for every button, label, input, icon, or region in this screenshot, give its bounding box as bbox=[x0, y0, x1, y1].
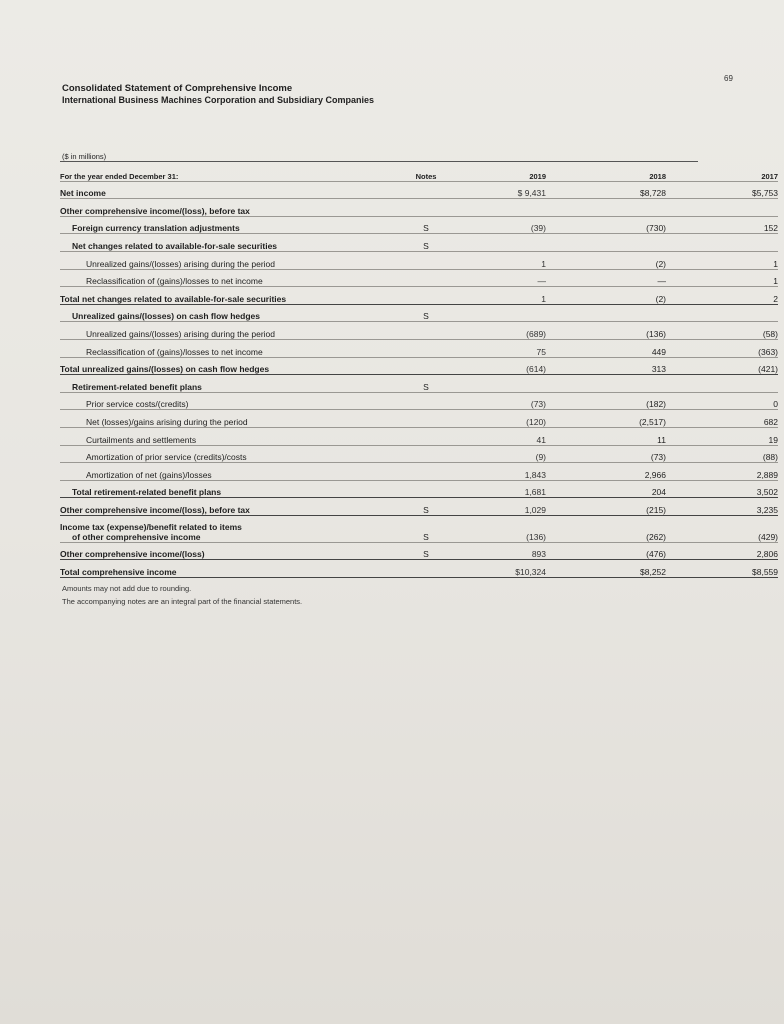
footnote-rounding: Amounts may not add due to rounding. bbox=[62, 584, 192, 593]
row-notes: S bbox=[410, 515, 442, 542]
value-2019: (136) bbox=[482, 515, 554, 542]
row-label: Total net changes related to available-for-sale securities bbox=[60, 287, 410, 305]
value-2017: 2,889 bbox=[706, 463, 778, 481]
row-notes: S bbox=[410, 498, 442, 516]
value-2019: 893 bbox=[482, 542, 554, 560]
value-2019: 1,681 bbox=[482, 480, 554, 498]
value-2017: $5,753 bbox=[706, 181, 778, 199]
row-label: Unrealized gains/(losses) on cash flow hedges bbox=[60, 304, 410, 322]
row-notes bbox=[410, 463, 442, 481]
row-label-line-2: of other comprehensive income bbox=[72, 531, 201, 542]
row-label: Net changes related to available-for-sale securities bbox=[60, 234, 410, 252]
table-row-amortization-prior-service bbox=[60, 445, 778, 463]
value-2017: (429) bbox=[706, 515, 778, 542]
value-2017: 2 bbox=[706, 287, 778, 305]
value-2019: (120) bbox=[482, 410, 554, 428]
row-label: Retirement-related benefit plans bbox=[60, 375, 410, 393]
table-header-row bbox=[60, 164, 778, 181]
row-label: Total retirement-related benefit plans bbox=[60, 480, 410, 498]
table-top-rule bbox=[60, 161, 698, 162]
value-2019: (39) bbox=[482, 216, 554, 234]
footnote-integral-part: The accompanying notes are an integral part of the financial statements. bbox=[62, 597, 303, 606]
value-2017: 2,806 bbox=[706, 542, 778, 560]
header-notes: Notes bbox=[410, 164, 442, 181]
value-2017: 3,235 bbox=[706, 498, 778, 516]
header-2017: 2017 bbox=[706, 164, 778, 181]
value-2017: 19 bbox=[706, 427, 778, 445]
row-notes: S bbox=[410, 216, 442, 234]
comprehensive-income-table bbox=[60, 164, 778, 578]
row-notes bbox=[410, 410, 442, 428]
value-2018: (476) bbox=[594, 542, 666, 560]
value-2017: 152 bbox=[706, 216, 778, 234]
table-row-afs-total bbox=[60, 287, 778, 305]
value-2018: 11 bbox=[594, 427, 666, 445]
table-row-afs-reclassification bbox=[60, 269, 778, 287]
row-notes bbox=[410, 427, 442, 445]
value-2017: (421) bbox=[706, 357, 778, 375]
row-label: Unrealized gains/(losses) arising during the period bbox=[60, 251, 410, 269]
row-label: Other comprehensive income/(loss), before tax bbox=[60, 498, 410, 516]
value-2017: 0 bbox=[706, 392, 778, 410]
row-notes bbox=[410, 251, 442, 269]
row-label: Total unrealized gains/(losses) on cash flow hedges bbox=[60, 357, 410, 375]
value-2018: — bbox=[594, 269, 666, 287]
value-2018: $8,728 bbox=[594, 181, 666, 199]
table-row-net-losses-gains bbox=[60, 410, 778, 428]
value-2018 bbox=[594, 375, 666, 393]
row-label: Unrealized gains/(losses) arising during the period bbox=[60, 322, 410, 340]
value-2018: (136) bbox=[594, 322, 666, 340]
row-label: Net (losses)/gains arising during the period bbox=[60, 410, 410, 428]
value-2019: 75 bbox=[482, 339, 554, 357]
value-2017: $8,559 bbox=[706, 560, 778, 578]
table-row-prior-service-costs bbox=[60, 392, 778, 410]
table-row-cfh-reclassification bbox=[60, 339, 778, 357]
value-2018: 313 bbox=[594, 357, 666, 375]
value-2018: (182) bbox=[594, 392, 666, 410]
table-row-afs-unrealized bbox=[60, 251, 778, 269]
value-2017: (58) bbox=[706, 322, 778, 340]
value-2017 bbox=[706, 199, 778, 217]
table-row-total-comprehensive-income bbox=[60, 560, 778, 578]
value-2017 bbox=[706, 304, 778, 322]
row-notes bbox=[410, 392, 442, 410]
row-label: Other comprehensive income/(loss), before tax bbox=[60, 199, 410, 217]
value-2019: 1 bbox=[482, 251, 554, 269]
value-2019: (614) bbox=[482, 357, 554, 375]
table-row-retirement-heading bbox=[60, 375, 778, 393]
row-notes bbox=[410, 357, 442, 375]
value-2018 bbox=[594, 304, 666, 322]
value-2019 bbox=[482, 304, 554, 322]
value-2019: $10,324 bbox=[482, 560, 554, 578]
value-2019: (689) bbox=[482, 322, 554, 340]
value-2017: 1 bbox=[706, 269, 778, 287]
row-label: Amortization of net (gains)/losses bbox=[60, 463, 410, 481]
table-row-cash-flow-hedges-heading bbox=[60, 304, 778, 322]
value-2018: (262) bbox=[594, 515, 666, 542]
table-row-net-income bbox=[60, 181, 778, 199]
value-2018 bbox=[594, 234, 666, 252]
value-2017: (363) bbox=[706, 339, 778, 357]
value-2019: (9) bbox=[482, 445, 554, 463]
value-2017: (88) bbox=[706, 445, 778, 463]
row-label: Reclassification of (gains)/losses to net income bbox=[60, 339, 410, 357]
units-label: ($ in millions) bbox=[62, 152, 107, 161]
footnotes bbox=[62, 584, 302, 610]
row-label: Other comprehensive income/(loss) bbox=[60, 542, 410, 560]
row-notes bbox=[410, 181, 442, 199]
header-2018: 2018 bbox=[594, 164, 666, 181]
row-label: Total comprehensive income bbox=[60, 560, 410, 578]
header-period-label: For the year ended December 31: bbox=[60, 164, 410, 181]
value-2018: 2,966 bbox=[594, 463, 666, 481]
table-row-curtailments bbox=[60, 427, 778, 445]
value-2019: (73) bbox=[482, 392, 554, 410]
document-title: Consolidated Statement of Comprehensive Income bbox=[62, 83, 293, 94]
row-label: Prior service costs/(credits) bbox=[60, 392, 410, 410]
row-notes bbox=[410, 322, 442, 340]
table-row-oci-before-tax-heading bbox=[60, 199, 778, 217]
table-row-retirement-total bbox=[60, 480, 778, 498]
table-row-cfh-unrealized bbox=[60, 322, 778, 340]
row-label: Foreign currency translation adjustments bbox=[60, 216, 410, 234]
value-2018: (730) bbox=[594, 216, 666, 234]
value-2018: 449 bbox=[594, 339, 666, 357]
row-notes: S bbox=[410, 304, 442, 322]
table-row-oci bbox=[60, 542, 778, 560]
table-row-afs-heading bbox=[60, 234, 778, 252]
value-2019: 1 bbox=[482, 287, 554, 305]
row-notes bbox=[410, 480, 442, 498]
row-label: Amortization of prior service (credits)/costs bbox=[60, 445, 410, 463]
value-2017: 3,502 bbox=[706, 480, 778, 498]
value-2019: $ 9,431 bbox=[482, 181, 554, 199]
table-row-foreign-currency bbox=[60, 216, 778, 234]
table-row-oci-before-tax-total bbox=[60, 498, 778, 516]
row-notes: S bbox=[410, 375, 442, 393]
row-notes bbox=[410, 269, 442, 287]
value-2019 bbox=[482, 234, 554, 252]
value-2017: 1 bbox=[706, 251, 778, 269]
row-notes bbox=[410, 287, 442, 305]
value-2019: — bbox=[482, 269, 554, 287]
row-label: Net income bbox=[60, 181, 410, 199]
table-row-cfh-total bbox=[60, 357, 778, 375]
row-label: Curtailments and settlements bbox=[60, 427, 410, 445]
value-2018: (73) bbox=[594, 445, 666, 463]
value-2017 bbox=[706, 234, 778, 252]
value-2019: 1,029 bbox=[482, 498, 554, 516]
row-notes bbox=[410, 560, 442, 578]
document-subtitle: International Business Machines Corporation and Subsidiary Companies bbox=[62, 95, 375, 105]
row-label: Reclassification of (gains)/losses to net income bbox=[60, 269, 410, 287]
row-notes bbox=[410, 445, 442, 463]
value-2018: $8,252 bbox=[594, 560, 666, 578]
row-notes bbox=[410, 199, 442, 217]
row-notes: S bbox=[410, 542, 442, 560]
page-number: 69 bbox=[724, 74, 733, 83]
row-notes: S bbox=[410, 234, 442, 252]
table-row-amortization-net bbox=[60, 463, 778, 481]
row-notes bbox=[410, 339, 442, 357]
value-2018: (2) bbox=[594, 287, 666, 305]
value-2017: 682 bbox=[706, 410, 778, 428]
value-2018 bbox=[594, 199, 666, 217]
value-2017 bbox=[706, 375, 778, 393]
value-2018: (2,517) bbox=[594, 410, 666, 428]
value-2018: (2) bbox=[594, 251, 666, 269]
value-2019: 41 bbox=[482, 427, 554, 445]
value-2019 bbox=[482, 199, 554, 217]
row-label-line-1: Income tax (expense)/benefit related to items bbox=[60, 521, 242, 532]
value-2018: (215) bbox=[594, 498, 666, 516]
value-2018: 204 bbox=[594, 480, 666, 498]
value-2019: 1,843 bbox=[482, 463, 554, 481]
table-row-income-tax bbox=[60, 515, 778, 542]
value-2019 bbox=[482, 375, 554, 393]
row-label bbox=[60, 515, 410, 542]
header-2019: 2019 bbox=[482, 164, 554, 181]
